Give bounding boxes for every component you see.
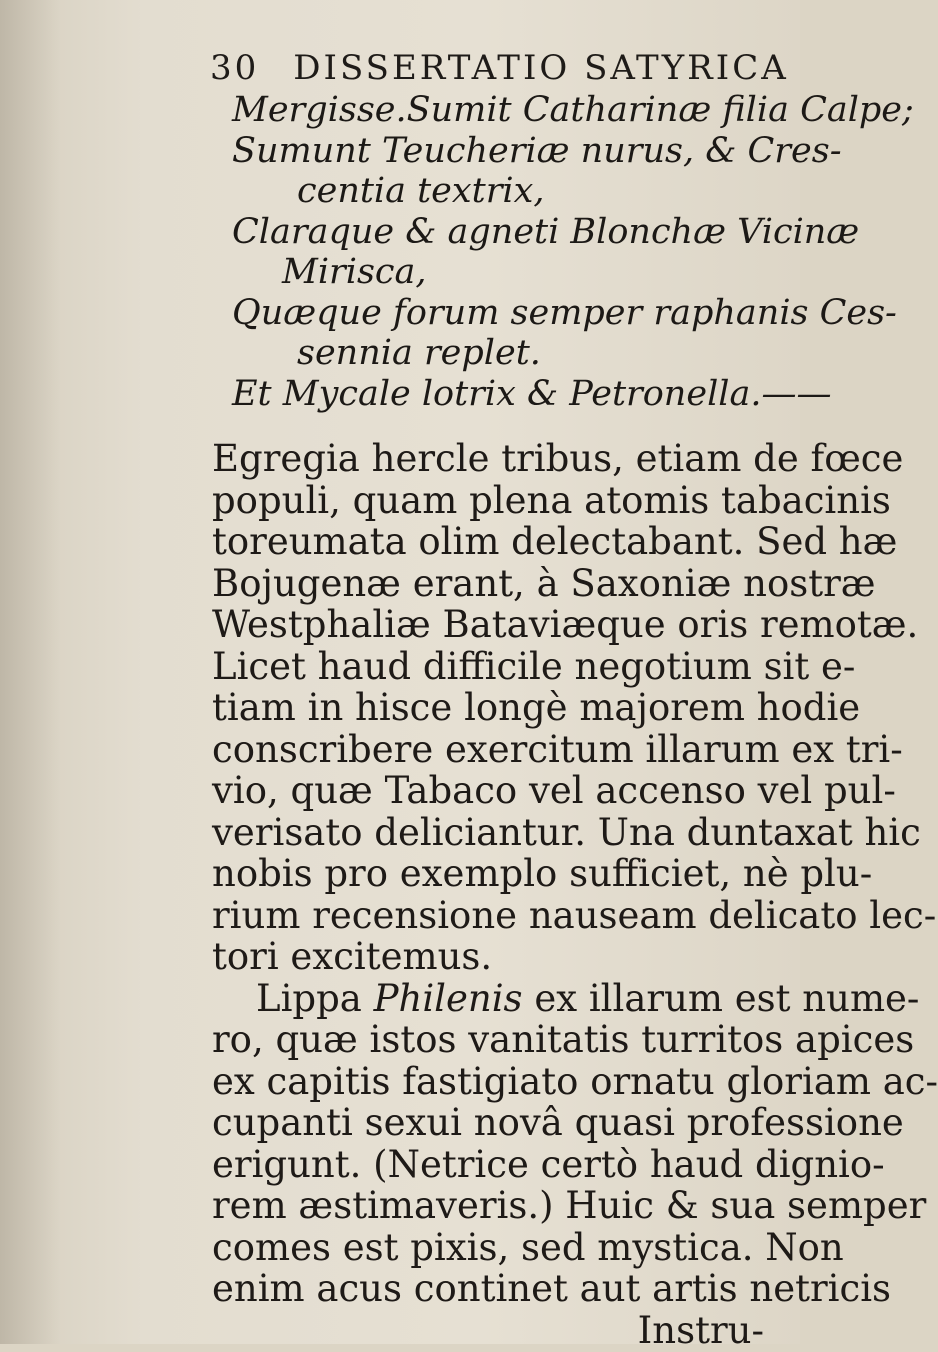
running-title: DISSERTATIO SATYRICA [293, 48, 789, 88]
prose-line: Licet haud difficile negotium sit e- [212, 644, 856, 688]
prose-line: ro, quæ istos vanitatis turritos apices [212, 1018, 915, 1061]
name-philenis: Philenis [373, 976, 523, 1020]
prose-line: Egregia hercle tribus, etiam de fœce [212, 437, 904, 480]
prose-line: toreumata olim delectabant. Sed hæ [212, 520, 898, 563]
verse-line: sennia replet. [297, 333, 541, 373]
running-header [210, 48, 789, 88]
prose-line: tiam in hisce longè majorem hodie [212, 686, 861, 729]
verse-line: Mirisca, [282, 252, 427, 292]
prose-line: enim acus continet aut artis netricis [212, 1267, 892, 1310]
verse-line: Mergisse.Sumit Catharinæ filia Calpe; [232, 90, 914, 130]
prose-block [212, 437, 938, 1352]
prose-line: conscribere exercitum illarum ex tri- [212, 727, 903, 771]
prose-line: erigunt. (Netrice certò haud dignio- [212, 1142, 885, 1186]
prose-line: tori excitemus. [212, 935, 493, 978]
prose-line: populi, quam plena atomis tabacinis [212, 478, 891, 522]
prose-line: nobis pro exemplo sufficiet, nè plu- [212, 852, 873, 895]
prose-line: ex capitis fastigiato ornatu gloriam ac- [212, 1059, 938, 1103]
prose-line [212, 976, 920, 1020]
prose-line: rium recensione nauseam delicato lec- [212, 893, 937, 937]
line-text: Lippa [256, 976, 374, 1020]
verse-line: centia textrix, [297, 171, 545, 211]
catchword: Instru- [637, 1308, 764, 1352]
gutter-shadow [0, 0, 60, 1344]
prose-line: comes est pixis, sed mystica. Non [212, 1225, 844, 1269]
prose-line: verisato deliciantur. Una duntaxat hic [212, 810, 921, 854]
prose-line: vio, quæ Tabaco vel accenso vel pul- [212, 769, 896, 812]
verse-line: Claraque & agneti Blonchæ Vicinæ [232, 211, 860, 252]
verse-line: Sumunt Teucheriæ nurus, & Cres- [232, 130, 842, 171]
prose-line: Bojugenæ erant, à Saxoniæ nostræ [212, 561, 876, 605]
prose-line: Westphaliæ Bataviæque oris remotæ. [212, 603, 919, 646]
prose-line: rem æstimaveris.) Huic & sua semper [212, 1184, 927, 1227]
prose-line: cupanti sexui novâ quasi professione [212, 1101, 904, 1144]
line-text: ex illarum est nume- [522, 976, 920, 1020]
verse-line: Et Mycale lotrix & Petronella.—— [232, 373, 832, 414]
page-number: 30 [210, 48, 260, 88]
verse-line: Quæque forum semper raphanis Ces- [232, 292, 897, 333]
verse-block [232, 90, 914, 414]
